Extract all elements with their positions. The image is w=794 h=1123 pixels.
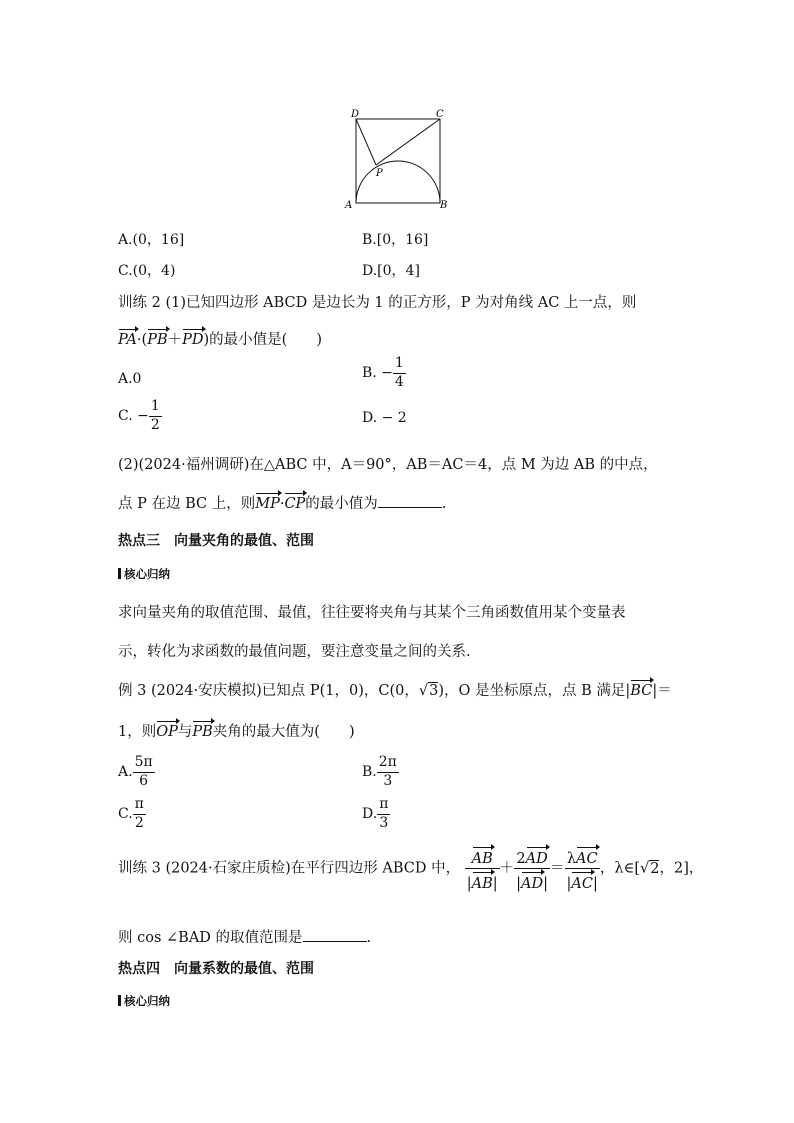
section3-box-label: 核心归纳	[124, 567, 170, 581]
ex3-opt-a-frac: $\frac{5\pi}{6}$	[134, 754, 153, 789]
t2-opt-b-prefix: B. −	[362, 365, 393, 381]
t2-part2-line1: (2)(2024·福州调研)在△ABC 中，A＝90°，AB＝AC＝4，点 M 为边 AB 的中点，	[118, 457, 658, 473]
t2-p2-suffix: 的最小值为	[305, 496, 378, 512]
t2-option-d: D. − 2	[362, 410, 407, 426]
vec-pb-2: PB	[192, 724, 213, 740]
ex3-l1-suffix: |＝	[652, 683, 672, 699]
t2-plus: ＋	[167, 332, 183, 348]
q1-option-a: A.(0，16]	[118, 232, 185, 248]
section4-core-box	[118, 993, 170, 1009]
semicircle-arc	[356, 161, 440, 203]
section4-title: 热点四 向量系数的最值、范围	[118, 961, 314, 977]
t2-opt-b-frac: $\frac{1}{4}$	[394, 355, 404, 390]
q1-option-b: B.[0，16]	[362, 232, 429, 248]
t2-opt-c-prefix: C. −	[118, 408, 149, 424]
section4-bar	[118, 995, 121, 1006]
t3-frac1: $\frac{AB}{|AB|}$	[466, 851, 498, 893]
vec-ab-den: AB	[471, 876, 493, 893]
t2-option-c	[118, 398, 162, 434]
ex3-option-b	[362, 754, 399, 790]
t3-frac2: $\frac{2AD}{|AD|}$	[516, 851, 549, 893]
ex3-option-c	[118, 796, 146, 832]
ex3-line2	[118, 720, 355, 741]
diagonal-segment	[376, 119, 440, 165]
ex3-l2-suffix: 夹角的最大值为( )	[212, 724, 355, 740]
ex3-opt-b-prefix: B.	[362, 764, 377, 780]
t3-coef-2: 2	[516, 851, 526, 867]
section3-bar	[118, 568, 121, 579]
vec-ab: AB	[471, 851, 493, 867]
t2-line1: 训练 2 (1)已知四边形 ABCD 是边长为 1 的正方形，P 为对角线 AC 上一点，则	[118, 295, 637, 311]
vec-op: OP	[156, 724, 178, 740]
vec-cp: CP	[284, 496, 306, 512]
q1-option-c: C.(0，4)	[118, 263, 176, 279]
t2-p2-dot: ·	[279, 496, 285, 512]
vec-pb: PB	[147, 332, 168, 348]
vec-ac-den: AC	[571, 876, 593, 893]
q1-option-d: D.[0，4]	[362, 263, 420, 279]
t3-cond-suffix: ，2]，	[659, 860, 704, 877]
ex3-l2-prefix: 1，则	[118, 724, 157, 740]
segment-dp	[356, 119, 376, 165]
label-d: D	[351, 109, 360, 120]
vec-bc: BC	[630, 683, 653, 699]
ex3-opt-d-prefix: D.	[362, 806, 378, 822]
t2-option-b	[362, 355, 406, 391]
t3-prefix: 训练 3 (2024·石家庄质检)在平行四边形 ABCD 中，	[118, 860, 461, 877]
t2-p2-period: .	[441, 496, 447, 512]
t3-answer-blank[interactable]	[303, 927, 367, 942]
ex3-opt-a-prefix: A.	[118, 764, 133, 780]
label-b: B	[440, 200, 448, 211]
t2-dot-paren: ·(	[136, 332, 148, 348]
ex3-option-d	[362, 796, 390, 832]
t2-p2-prefix: 点 P 在边 BC 上，则	[118, 496, 256, 512]
t3-line2	[118, 926, 371, 947]
ex3-opt-b-frac: $\frac{2\pi}{3}$	[378, 754, 397, 789]
ex3-opt-c-frac: $\frac{\pi}{2}$	[134, 796, 144, 831]
vec-ad: AD	[525, 851, 548, 867]
t3-eq: ＝	[550, 860, 565, 877]
t3-period: .	[366, 930, 372, 946]
t3-sqrt: √2	[639, 860, 660, 877]
t3-line1	[118, 844, 703, 893]
vec-ac: AC	[576, 851, 598, 867]
vec-pa: PA	[118, 332, 137, 348]
vec-pd: PD	[182, 332, 204, 348]
t2-opt-c-frac: $\frac{1}{2}$	[150, 398, 160, 433]
ex3-opt-d-frac: $\frac{\pi}{3}$	[379, 796, 389, 831]
section3-title: 热点三 向量夹角的最值、范围	[118, 533, 314, 549]
ex3-sqrt: 3	[429, 683, 439, 699]
vec-ad-den: AD	[521, 876, 544, 893]
t3-plus: ＋	[499, 860, 515, 877]
section3-para2: 示，转化为求函数的最值问题，要注意变量之间的关系.	[118, 644, 471, 660]
label-p: P	[376, 168, 383, 179]
t3-line2-text: 则 cos ∠BAD 的取值范围是	[118, 930, 303, 946]
t3-frac3: $\frac{\text{λAC}}{|AC|}$	[566, 851, 598, 893]
t2-option-a: A.0	[118, 371, 142, 387]
ex3-line1: 例 3 (2024·安庆模拟)已知点 P(1，0)，C(0，√3)，O 是坐标原点，点 B 满足|BC|＝	[118, 683, 672, 699]
answer-blank[interactable]	[378, 493, 442, 508]
t2-part2-line2	[118, 492, 446, 513]
label-c: C	[436, 109, 444, 120]
section3-core-box	[118, 566, 170, 582]
t3-coef-lambda: λ	[566, 851, 577, 867]
ex3-opt-c-prefix: C.	[118, 806, 133, 822]
t2-line2	[118, 328, 322, 349]
label-a: A	[345, 200, 353, 211]
t2-line2-suffix: )的最小值是( )	[203, 332, 322, 348]
ex3-option-a	[118, 754, 155, 790]
t3-cond-prefix: ，λ∈[	[599, 860, 640, 877]
vec-mp: MP	[255, 496, 280, 512]
ex3-l1-mid: )，O 是坐标原点，点 B 满足|	[438, 683, 631, 699]
geometry-figure	[340, 104, 460, 216]
section3-para1: 求向量夹角的取值范围、最值，往往要将夹角与其某个三角函数值用某个变量表	[118, 605, 626, 621]
section4-box-label: 核心归纳	[124, 994, 170, 1008]
ex3-yu: 与	[177, 724, 193, 740]
ex3-l1-prefix: 例 3 (2024·安庆模拟)已知点 P(1，0)，C(0，	[118, 683, 419, 699]
